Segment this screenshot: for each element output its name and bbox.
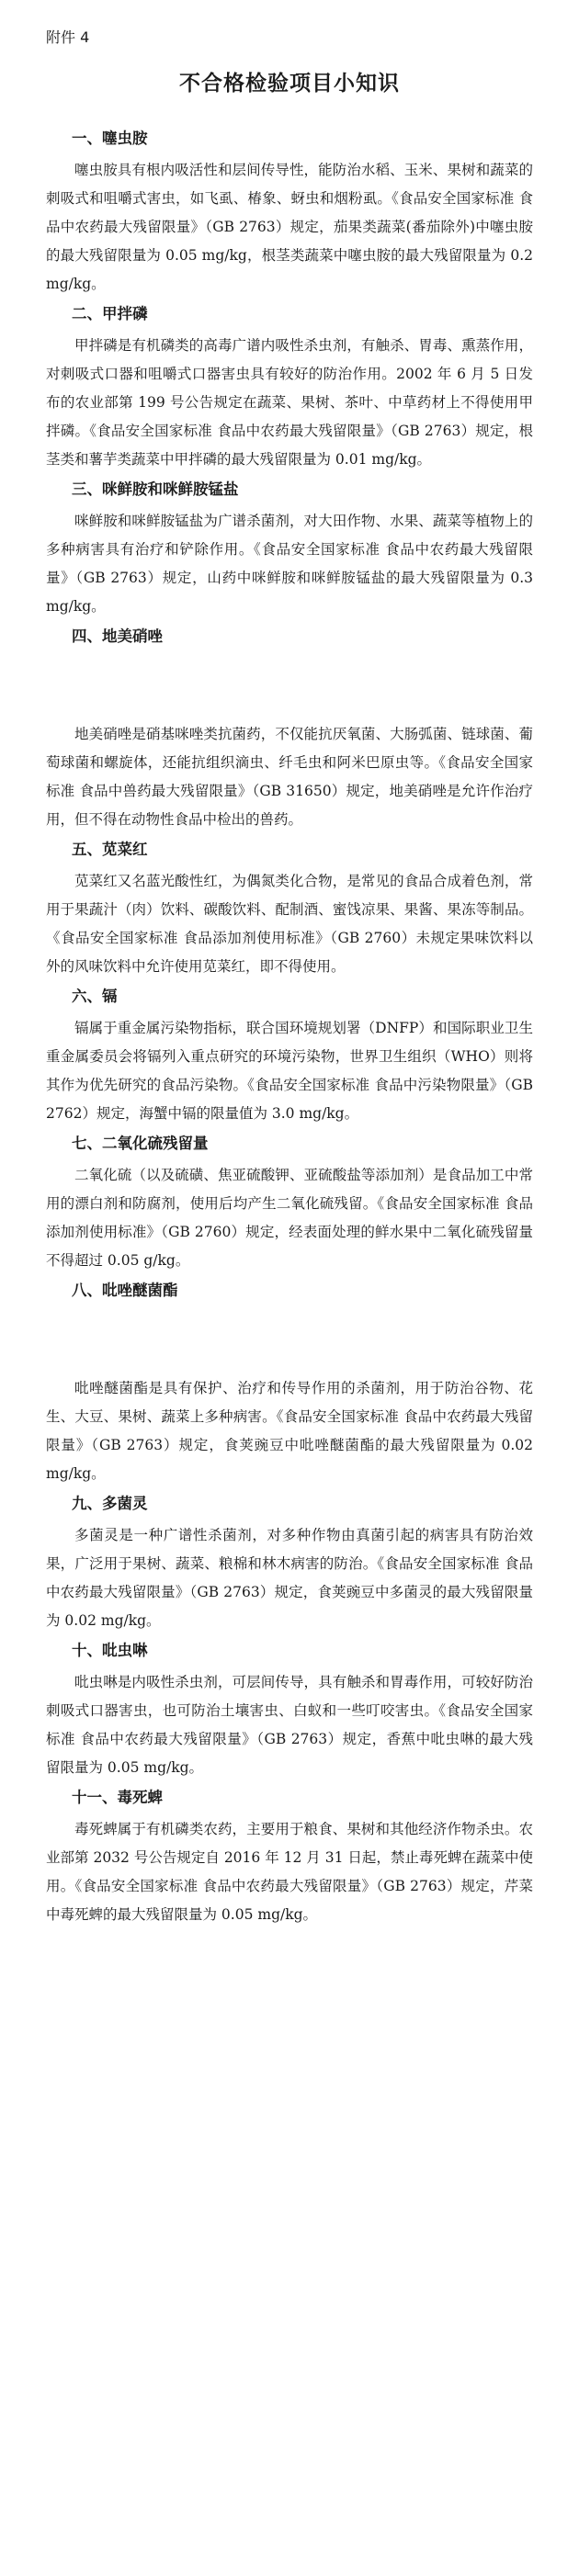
section-body: 镉属于重金属污染物指标，联合国环境规划署（DNFP）和国际职业卫生重金属委员会将镉列入重点研究的环境污染物，世界卫生组织（WHO）则将其作为优先研究的食品污染物。《食品安全国家标准 食品中污染物限量》（GB 2762）规定，海蟹中镉的限量值为 3.0 mg/kg。 <box>46 1020 533 1122</box>
section-body: 苋菜红又名蓝光酸性红，为偶氮类化合物，是常见的食品合成着色剂，常用于果蔬汁（肉）饮料、碳酸饮料、配制酒、蜜饯凉果、果酱、果冻等制品。《食品安全国家标准 食品添加剂使用标准》（GB 2760）未规定果味饮料以外的风味饮料中允许使用苋菜红，即不得使用。 <box>46 873 533 975</box>
section-3 <box>46 478 533 621</box>
section-2 <box>46 302 533 474</box>
section-4 <box>46 625 533 834</box>
section-body: 地美硝唑是硝基咪唑类抗菌药，不仅能抗厌氧菌、大肠弧菌、链球菌、葡萄球菌和螺旋体，还能抗组织滴虫、纤毛虫和阿米巴原虫等。《食品安全国家标准 食品中兽药最大残留限量》（GB 31650）规定，地美硝唑是允许作治疗用，但不得在动物性食品中检出的兽药。 <box>46 726 533 828</box>
document-title: 不合格检验项目小知识 <box>179 72 400 96</box>
section-heading: 十、吡虫啉 <box>72 1642 148 1659</box>
section-body: 甲拌磷是有机磷类的高毒广谱内吸性杀虫剂，有触杀、胃毒、熏蒸作用，对刺吸式口器和咀嚼式口器害虫具有较好的防治作用。2002 年 6 月 5 日发布的农业部第 199 号公告规定在蔬菜、果树、茶叶、中草药材上不得使用甲拌磷。《食品安全国家标准 食品中农药最大残留限量》（GB 2763）规定，根茎类和薯芋类蔬菜中甲拌磷的最大残留限量为 0.01 mg/kg。 <box>46 337 533 468</box>
blank-space <box>46 654 533 720</box>
section-8 <box>46 1279 533 1488</box>
section-heading: 五、苋菜红 <box>72 841 148 858</box>
section-1 <box>46 127 533 299</box>
section-heading: 三、咪鲜胺和咪鲜胺锰盐 <box>72 480 239 498</box>
section-6 <box>46 985 533 1128</box>
section-heading: 七、二氧化硫残留量 <box>72 1135 209 1152</box>
section-7 <box>46 1132 533 1275</box>
section-heading: 六、镉 <box>72 988 118 1005</box>
section-heading: 九、多菌灵 <box>72 1495 148 1512</box>
section-heading: 四、地美硝唑 <box>72 627 163 645</box>
section-heading: 八、吡唑醚菌酯 <box>72 1282 178 1299</box>
section-body: 噻虫胺具有根内吸活性和层间传导性，能防治水稻、玉米、果树和蔬菜的刺吸式和咀嚼式害虫，如飞虱、椿象、蚜虫和烟粉虱。《食品安全国家标准 食品中农药最大残留限量》（GB 2763）规定，茄果类蔬菜(番茄除外)中噻虫胺的最大残留限量为 0.05 mg/kg，根茎类蔬菜中噻虫胺的最大残留限量为 0.2 mg/kg。 <box>46 162 533 292</box>
section-body: 吡唑醚菌酯是具有保护、治疗和传导作用的杀菌剂，用于防治谷物、花生、大豆、果树、蔬菜上多种病害。《食品安全国家标准 食品中农药最大残留限量》（GB 2763）规定，食荚豌豆中吡唑醚菌酯的最大残留限量为 0.02 mg/kg。 <box>46 1380 533 1482</box>
section-body: 吡虫啉是内吸性杀虫剂，可层间传导，具有触杀和胃毒作用，可较好防治刺吸式口器害虫，也可防治土壤害虫、白蚁和一些叮咬害虫。《食品安全国家标准 食品中农药最大残留限量》（GB 2763）规定，香蕉中吡虫啉的最大残留限量为 0.05 mg/kg。 <box>46 1674 533 1776</box>
section-heading: 二、甲拌磷 <box>72 305 148 322</box>
section-11 <box>46 1786 533 1929</box>
section-body: 咪鲜胺和咪鲜胺锰盐为广谱杀菌剂，对大田作物、水果、蔬菜等植物上的多种病害具有治疗和铲除作用。《食品安全国家标准 食品中农药最大残留限量》（GB 2763）规定，山药中咪鲜胺和咪鲜胺锰盐的最大残留限量为 0.3 mg/kg。 <box>46 513 533 615</box>
section-heading: 一、噻虫胺 <box>72 130 148 147</box>
blank-space <box>46 1308 533 1374</box>
section-9 <box>46 1492 533 1635</box>
section-body: 毒死蜱属于有机磷类农药，主要用于粮食、果树和其他经济作物杀虫。农业部第 2032 号公告规定自 2016 年 12 月 31 日起，禁止毒死蜱在蔬菜中使用。《食品安全国家标准 食品中农药最大残留限量》（GB 2763）规定，芹菜中毒死蜱的最大残留限量为 0.05 mg/kg。 <box>46 1821 533 1923</box>
section-body: 多菌灵是一种广谱性杀菌剂，对多种作物由真菌引起的病害具有防治效果，广泛用于果树、蔬菜、粮棉和林木病害的防治。《食品安全国家标准 食品中农药最大残留限量》（GB 2763）规定，食荚豌豆中多菌灵的最大残留限量为 0.02 mg/kg。 <box>46 1527 533 1629</box>
section-5 <box>46 838 533 981</box>
annex-label: 附件 4 <box>46 28 90 46</box>
section-10 <box>46 1639 533 1782</box>
section-heading: 十一、毒死蜱 <box>72 1789 163 1806</box>
section-body: 二氧化硫（以及硫磺、焦亚硫酸钾、亚硫酸盐等添加剂）是食品加工中常用的漂白剂和防腐剂，使用后均产生二氧化硫残留。《食品安全国家标准 食品添加剂使用标准》（GB 2760）规定，经表面处理的鲜水果中二氧化硫残留量不得超过 0.05 g/kg。 <box>46 1167 533 1269</box>
